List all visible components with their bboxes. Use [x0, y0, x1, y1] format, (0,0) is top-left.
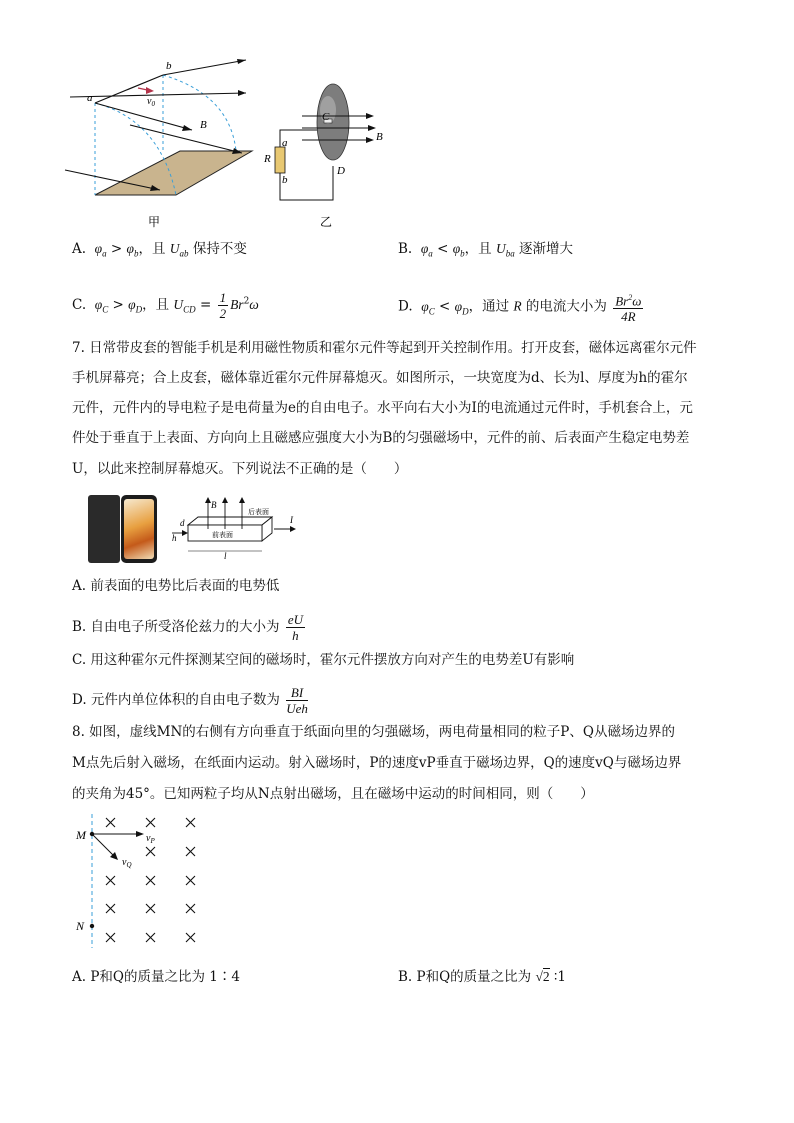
- q8-option-A[interactable]: A. P和Q的质量之比为 1∶4: [72, 969, 240, 985]
- label-N: N: [76, 919, 85, 933]
- q8-option-B[interactable]: B. P和Q的质量之比为 √2 ∶1: [398, 969, 567, 985]
- label-b: b: [166, 60, 172, 72]
- label-B: B: [376, 131, 383, 143]
- q7-line-1: 7. 日常带皮套的智能手机是利用磁性物质和霍尔元件等起到开关控制作用。打开皮套，磁体远离霍尔元件: [72, 340, 697, 356]
- q7-line-3: 元件，元件内的导电粒子是电荷量为e的自由电子。水平向右大小为I的电流通过元件时，手机套合上，元: [72, 400, 693, 416]
- figure-jia: [60, 55, 260, 233]
- label-vP: $v_P$: [146, 833, 155, 845]
- ground-plane: [95, 151, 252, 195]
- hall-element-figure: [170, 495, 310, 567]
- q7-line-4: 件处于垂直于上表面、方向向上且磁感应强度大小为B的匀强磁场中，元件的前、后表面产生稳定电势差: [72, 430, 690, 446]
- q7-option-C[interactable]: C. 用这种霍尔元件探测某空间的磁场时，霍尔元件摆放方向对产生的电势差U有影响: [72, 652, 575, 668]
- q7-line-5: U，以此来控制屏幕熄灭。下列说法不正确的是（ ）: [72, 461, 408, 477]
- label-back-surface: 后表面: [248, 508, 269, 516]
- figure-yi: [262, 80, 392, 230]
- label-a: a: [282, 137, 288, 149]
- label-R: R: [264, 153, 271, 165]
- label-a: a: [87, 92, 93, 104]
- q8-magnetic-field-figure: [70, 812, 210, 952]
- phone-image: [88, 495, 158, 563]
- resistor: [275, 147, 285, 173]
- label-M: M: [76, 828, 86, 842]
- label-D: D: [337, 165, 345, 177]
- q8-line-2: M点先后射入磁场，在纸面内运动。射入磁场时，P的速度vP垂直于磁场边界，Q的速度vQ与磁场边界: [72, 755, 682, 771]
- label-vQ: $v_Q$: [122, 857, 132, 869]
- label-b: b: [282, 174, 288, 186]
- label-l: l: [224, 551, 227, 561]
- q6-option-B[interactable]: B. $\varphi_a < \varphi_b$，且 $U_{ba}$ 逐渐增大: [398, 241, 573, 259]
- label-B: B: [211, 500, 217, 510]
- q6-option-C[interactable]: C. $\varphi_C > \varphi_D$，且 $U_{CD}$ = $\frac{1}{2}$ Br$^2$ω: [72, 290, 259, 321]
- q7-option-B[interactable]: B. 自由电子所受洛伦兹力的大小为 $\frac{eU}{h}$: [72, 612, 303, 643]
- q8-line-3: 的夹角为45°。已知两粒子均从N点射出磁场，且在磁场中运动的时间相同，则（ ）: [72, 786, 594, 802]
- label-front-surface: 前表面: [212, 531, 233, 539]
- q6-option-D[interactable]: D. $\varphi_C < \varphi_D$，通过 R 的电流大小为 $\frac{Br^2\omega}{4R}$: [398, 290, 645, 324]
- label-h: h: [172, 533, 177, 543]
- sqrt-2: √2: [535, 969, 550, 984]
- q6-option-A[interactable]: A. $\varphi_a > \varphi_b$，且 $U_{ab}$ 保持不变: [72, 241, 247, 259]
- label-v0: $v_0$: [147, 96, 155, 108]
- label-I: I: [290, 515, 293, 525]
- caption-jia: 甲: [148, 215, 161, 229]
- label-B: B: [200, 119, 207, 131]
- q7-option-A[interactable]: A. 前表面的电势比后表面的电势低: [72, 578, 280, 594]
- q7-line-2: 手机屏幕亮；合上皮套，磁体靠近霍尔元件屏幕熄灭。如图所示，一块宽度为d、长为l、厚度为h的霍尔: [72, 370, 688, 386]
- label-d: d: [180, 518, 185, 528]
- caption-yi: 乙: [320, 215, 333, 229]
- q7-option-D[interactable]: D. 元件内单位体积的自由电子数为 $\frac{BI}{\text{Ueh}}$: [72, 685, 308, 716]
- label-C: C: [322, 111, 330, 123]
- q8-line-1: 8. 如图，虚线MN的右侧有方向垂直于纸面向里的匀强磁场，两电荷量相同的粒子P、Q从磁场边界的: [72, 724, 675, 740]
